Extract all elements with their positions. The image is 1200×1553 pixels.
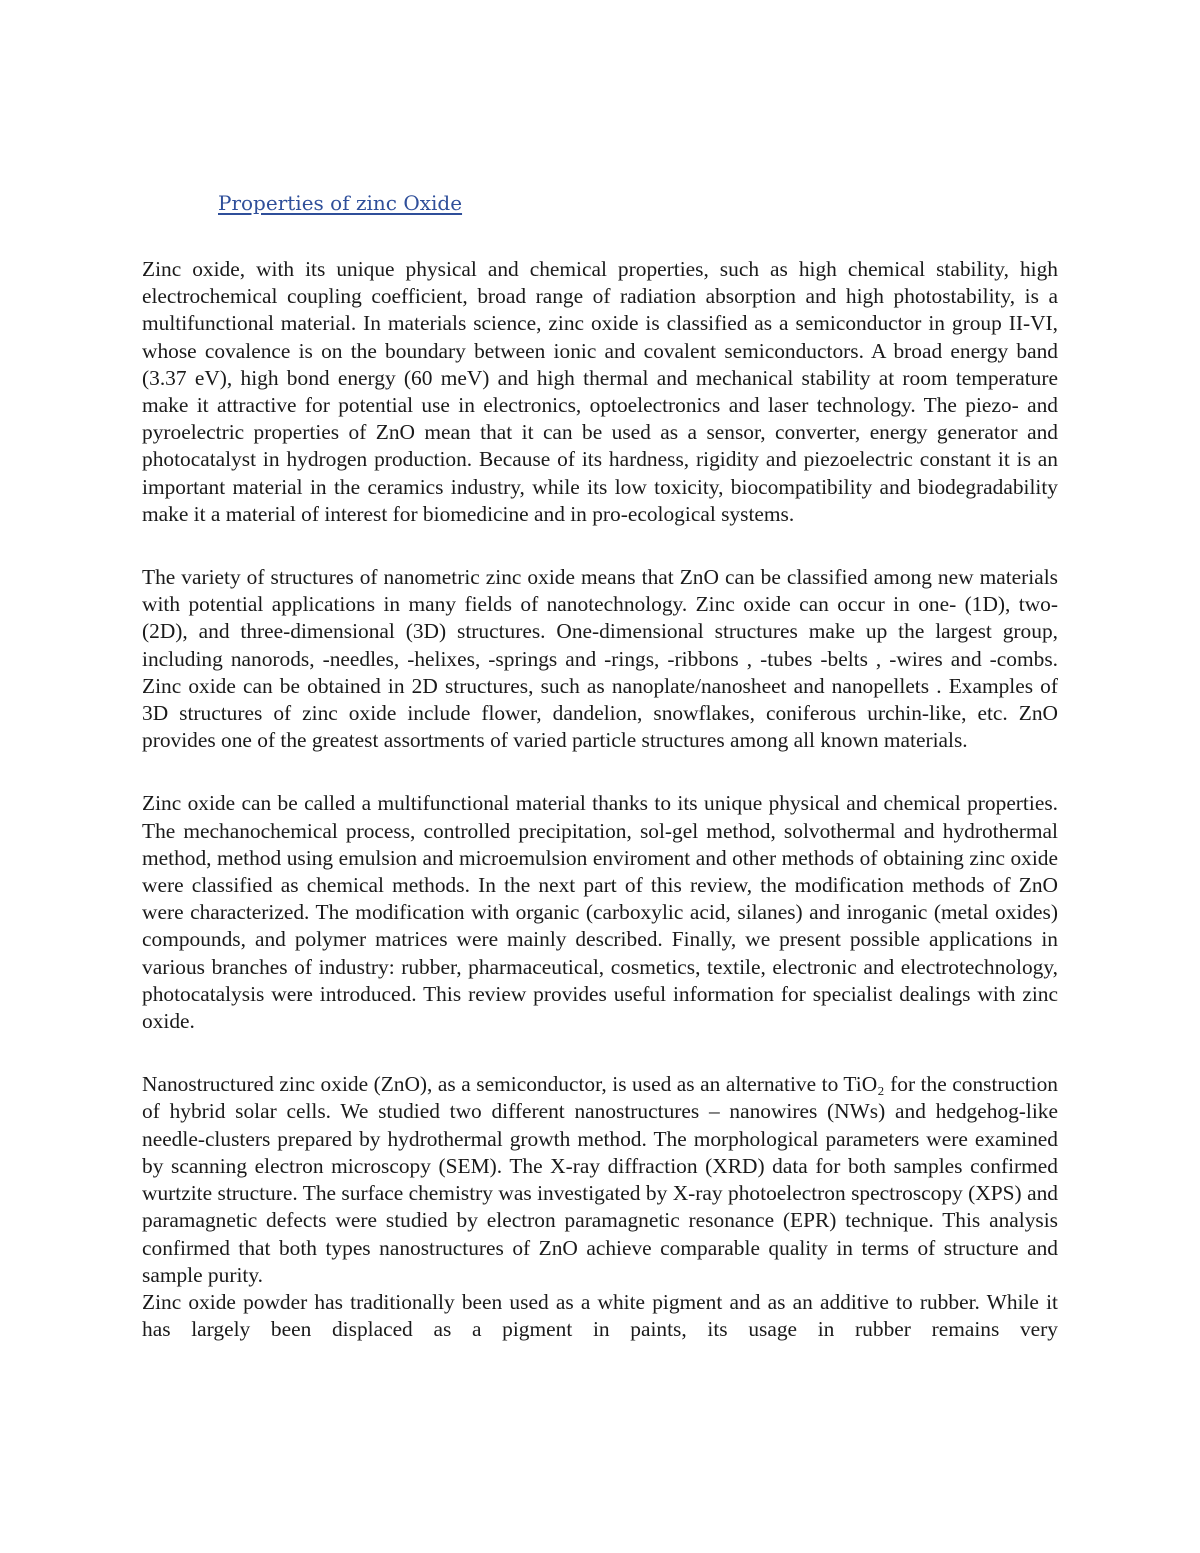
document-body xyxy=(142,256,1058,1343)
document-title: Properties of zinc Oxide xyxy=(218,191,463,215)
paragraph-multifunctional-material: Zinc oxide can be called a multifunctional material thanks to its unique physical and chemical properties. The mechanochemical process, controlled precipitation, sol-gel method, solvothermal and hydrothermal method, method using emulsion and microemulsion enviroment and other methods of obtaining zinc oxide were classified as chemical methods. In the next part of this review, the modification methods of ZnO were characterized. The modification with organic (carboxylic acid, silanes) and inroganic (metal oxides) compounds, and polymer matrices were mainly described. Finally, we present possible applications in various branches of industry: rubber, pharmaceutical, cosmetics, textile, electronic and electrotechnology, photocatalysis were introduced. This review provides useful information for specialist dealings with zinc oxide. xyxy=(142,791,1058,1034)
paragraph-properties-overview: Zinc oxide, with its unique physical and chemical properties, such as high chemical stability, high electrochemical coupling coefficient, broad range of radiation absorption and high photostability, is a multifunctional material. In materials science, zinc oxide is classified as a semiconductor in group II-VI, whose covalence is on the boundary between ionic and covalent semiconductors. A broad energy band (3.37 eV), high bond energy (60 meV) and high thermal and mechanical stability at room temperature make it attractive for potential use in electronics, optoelectronics and laser technology. The piezo- and pyroelectric properties of ZnO mean that it can be used as a sensor, converter, energy generator and photocatalyst in hydrogen production. Because of its hardness, rigidity and piezoelectric constant it is an important material in the ceramics industry, while its low toxicity, biocompatibility and biodegradability make it a material of interest for biomedicine and in pro-ecological systems. xyxy=(142,257,1058,526)
paragraph-white-pigment: Zinc oxide powder has traditionally been used as a white pigment and as an additive to rubber. While it has largely been displaced as a pigment in paints, its usage in rubber remains very xyxy=(142,1289,1058,1342)
paragraph-hybrid-solar-cells: Nanostructured zinc oxide (ZnO), as a semiconductor, is used as an alternative to TiO₂ for the construction of hybrid solar cells. We studied two different nanostructures – nanowires (NWs) and hedgehog-like needle-clusters prepared by hydrothermal growth method. The morphological parameters were examined by scanning electron microscopy (SEM). The X-ray diffraction (XRD) data for both samples confirmed wurtzite structure. The surface chemistry was investigated by X-ray photoelectron spectroscopy (XPS) and paramagnetic defects were studied by electron paramagnetic resonance (EPR) technique. This analysis confirmed that both types nanostructures of ZnO achieve comparable quality in terms of structure and sample purity. xyxy=(142,1072,1058,1287)
paragraph-nanostructures: The variety of structures of nanometric zinc oxide means that ZnO can be classified among new materials with potential applications in many fields of nanotechnology. Zinc oxide can occur in one- (1D), two- (2D), and three-dimensional (3D) structures. One-dimensional structures make up the largest group, including nanorods, -needles, -helixes, -springs and -rings, -ribbons , -tubes -belts , -wires and -combs. Zinc oxide can be obtained in 2D structures, such as nanoplate/nanosheet and nanopellets . Examples of 3D structures of zinc oxide include flower, dandelion, snowflakes, coniferous urchin-like, etc. ZnO provides one of the greatest assortments of varied particle structures among all known materials. xyxy=(142,565,1058,753)
